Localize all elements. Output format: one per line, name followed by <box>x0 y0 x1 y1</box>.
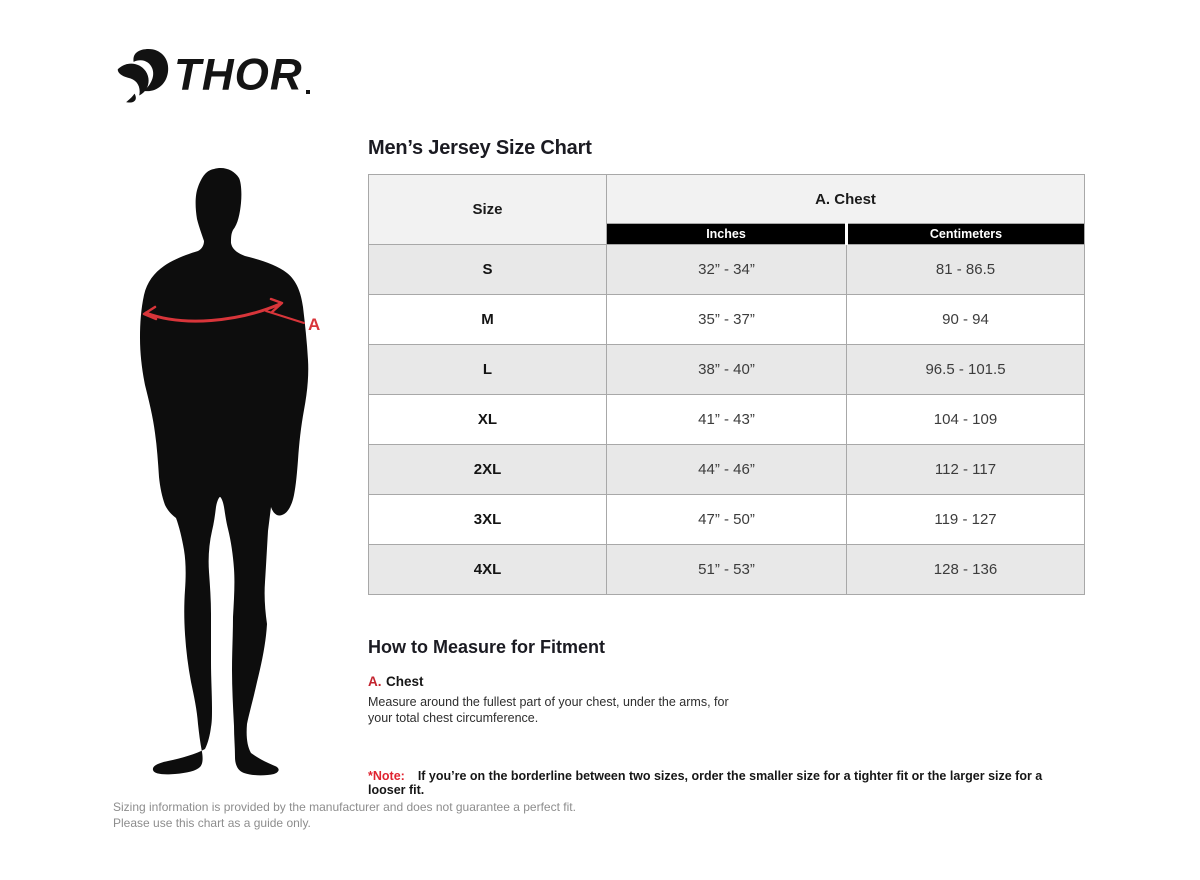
sizing-note <box>368 769 1068 797</box>
disclaimer <box>113 800 576 832</box>
inches-cell: 47” - 50” <box>607 495 847 545</box>
body-silhouette-figure <box>128 163 360 785</box>
centimeters-cell: 104 - 109 <box>847 395 1085 445</box>
centimeters-cell: 81 - 86.5 <box>847 245 1085 295</box>
size-cell: XL <box>369 395 607 445</box>
how-to-measure-title: How to Measure for Fitment <box>368 637 606 657</box>
column-header-inches: Inches <box>607 224 847 245</box>
inches-cell: 41” - 43” <box>607 395 847 445</box>
table-row <box>369 295 1085 345</box>
column-header-chest-group: A. Chest <box>607 175 1085 224</box>
size-cell: 3XL <box>369 495 607 545</box>
measure-item-heading <box>368 673 738 691</box>
inches-cell: 44” - 46” <box>607 445 847 495</box>
inches-cell: 32” - 34” <box>607 245 847 295</box>
measure-item-letter: A. <box>368 674 382 689</box>
table-row <box>369 395 1085 445</box>
male-silhouette <box>128 163 360 785</box>
table-row <box>369 245 1085 295</box>
table-row <box>369 495 1085 545</box>
disclaimer-line-1: Sizing information is provided by the manufacturer and does not guarantee a perfect fit. <box>113 800 576 814</box>
disclaimer-line-2: Please use this chart as a guide only. <box>113 815 311 830</box>
size-cell: 4XL <box>369 545 607 595</box>
logo-trademark-dot <box>306 90 310 94</box>
centimeters-cell: 90 - 94 <box>847 295 1085 345</box>
inches-cell: 35” - 37” <box>607 295 847 345</box>
table-row <box>369 445 1085 495</box>
note-text: If you’re on the borderline between two sizes, order the smaller size for a tighter fit or the larger size for a looser fit. <box>368 769 1043 797</box>
size-cell: S <box>369 245 607 295</box>
size-cell: L <box>369 345 607 395</box>
centimeters-cell: 119 - 127 <box>847 495 1085 545</box>
measure-item-name: Chest <box>385 674 424 689</box>
size-cell: M <box>369 295 607 345</box>
thor-ram-icon <box>114 46 170 104</box>
brand-logo <box>114 46 310 104</box>
thor-logo-text: THOR <box>174 49 303 100</box>
inches-cell: 51” - 53” <box>607 545 847 595</box>
column-header-size: Size <box>369 175 607 245</box>
measure-item-description: Measure around the fullest part of your chest, under the arms, for your total chest circumference. <box>368 695 729 725</box>
note-label: *Note: <box>368 769 405 783</box>
measure-item-chest <box>368 673 738 727</box>
table-row <box>369 345 1085 395</box>
column-header-centimeters: Centimeters <box>847 224 1085 245</box>
size-chart-title: Men’s Jersey Size Chart <box>368 137 592 159</box>
centimeters-cell: 112 - 117 <box>847 445 1085 495</box>
inches-cell: 38” - 40” <box>607 345 847 395</box>
table-row <box>369 545 1085 595</box>
centimeters-cell: 128 - 136 <box>847 545 1085 595</box>
chest-marker-label: A <box>308 315 321 334</box>
size-chart-table <box>368 174 1085 595</box>
centimeters-cell: 96.5 - 101.5 <box>847 345 1085 395</box>
size-cell: 2XL <box>369 445 607 495</box>
